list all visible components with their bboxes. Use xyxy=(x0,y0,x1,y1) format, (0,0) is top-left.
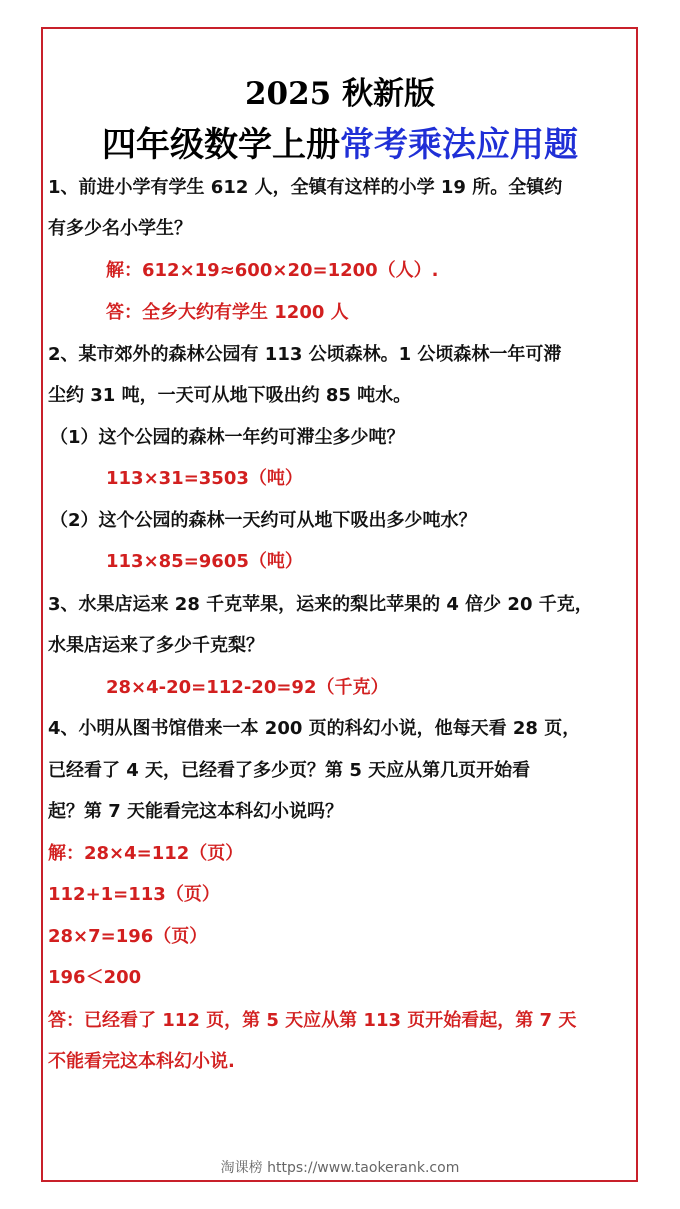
page-title-year: 2025 秋新版 xyxy=(244,76,436,112)
question-4-solution-4: 196＜200 xyxy=(48,967,142,988)
question-4-solution-2: 112+1=113（页） xyxy=(48,884,220,905)
question-4-answer-line-2: 不能看完这本科幻小说. xyxy=(48,1051,235,1072)
page-title xyxy=(0,117,680,166)
question-2-sub-1-answer: 113×31=3503（吨） xyxy=(106,468,303,489)
question-2-line-1: 2、某市郊外的森林公园有 113 公顷森林。1 公顷森林一年可滞 xyxy=(48,344,562,365)
page-title-topic: 常考乘法应用题 xyxy=(340,125,578,165)
question-1-answer: 答：全乡大约有学生 1200 人 xyxy=(106,302,349,323)
question-2-sub-2: （2）这个公园的森林一天约可从地下吸出多少吨水？ xyxy=(50,510,477,531)
question-3-line-2: 水果店运来了多少千克梨？ xyxy=(48,635,264,656)
question-4-solution-3: 28×7=196（页） xyxy=(48,926,208,947)
question-1-solution: 解：612×19≈600×20=1200（人）. xyxy=(106,260,439,281)
question-1-line-1: 1、前进小学有学生 612 人，全镇有这样的小学 19 所。全镇约 xyxy=(48,177,563,198)
question-3-answer: 28×4-20=112-20=92（千克） xyxy=(106,677,389,698)
question-3-line-1: 3、水果店运来 28 千克苹果，运来的梨比苹果的 4 倍少 20 千克， xyxy=(48,594,593,615)
question-1-line-2: 有多少名小学生？ xyxy=(48,218,192,239)
question-2-sub-2-answer: 113×85=9605（吨） xyxy=(106,551,303,572)
question-4-line-2: 已经看了 4 天，已经看了多少页？第 5 天应从第几页开始看 xyxy=(48,760,531,781)
footer-watermark: 淘课榜 https://www.taokerank.com xyxy=(220,1160,460,1176)
question-4-answer-line-1: 答：已经看了 112 页，第 5 天应从第 113 页开始看起，第 7 天 xyxy=(48,1010,577,1031)
question-4-line-3: 起？第 7 天能看完这本科幻小说吗？ xyxy=(48,801,344,822)
question-2-sub-1: （1）这个公园的森林一年约可滞尘多少吨？ xyxy=(50,427,405,448)
question-2-line-2: 尘约 31 吨，一天可从地下吸出约 85 吨水。 xyxy=(48,385,412,406)
page-title-grade: 四年级数学上册 xyxy=(102,125,340,165)
question-4-line-1: 4、小明从图书馆借来一本 200 页的科幻小说，他每天看 28 页， xyxy=(48,718,581,739)
question-4-solution-1: 解：28×4=112（页） xyxy=(48,843,244,864)
